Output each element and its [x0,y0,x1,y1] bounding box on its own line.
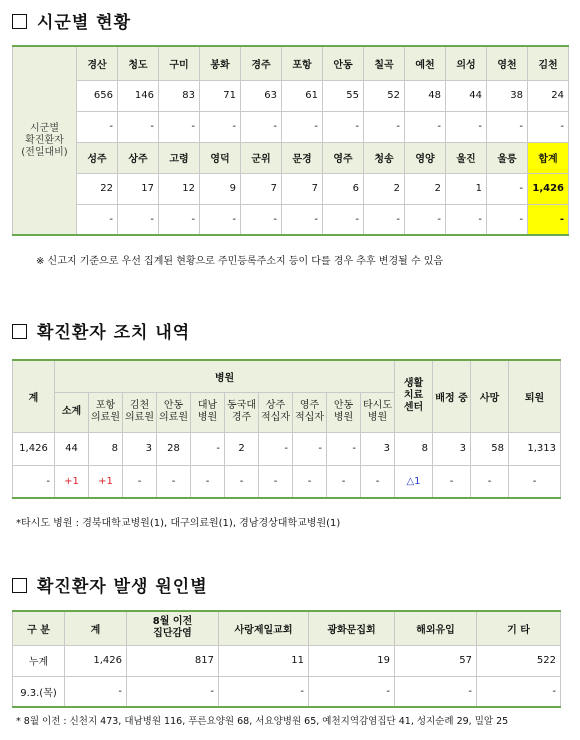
city-count: 38 [487,80,528,111]
treatment-death-header: 사망 [471,360,509,432]
treatment-cell: 2 [225,432,259,465]
treatment-cell: 3 [123,432,157,465]
cause-cell: - [309,676,395,707]
city-count: 71 [200,80,241,111]
cause-cell: 817 [127,645,219,676]
cause-cell: 522 [477,645,561,676]
city-total-label: 합계 [528,142,569,173]
cause-cell: - [127,676,219,707]
city-delta: - [487,204,528,235]
city-count: - [487,173,528,204]
city-count: 24 [528,80,569,111]
treatment-cell: - [13,465,55,498]
cause-header: 계 [65,611,127,645]
city-count: 44 [446,80,487,111]
cause-cell: - [477,676,561,707]
city-name: 고령 [159,142,200,173]
hospital-col-header: 소계 [55,392,89,432]
city-delta: - [364,204,405,235]
treatment-cell: - [191,465,225,498]
section-title-text: 확진환자 조치 내역 [37,323,191,343]
city-count: 146 [118,80,159,111]
city-delta: - [159,204,200,235]
city-name: 포항 [282,46,323,80]
city-name: 성주 [77,142,118,173]
treatment-cell: 1,426 [13,432,55,465]
city-row-label: 시군별 확진환자 (전일대비) [13,46,77,235]
city-name: 상주 [118,142,159,173]
hospital-col-header: 안동 병원 [327,392,361,432]
city-name: 군위 [241,142,282,173]
treatment-cell: 1,313 [509,432,561,465]
city-count: 7 [241,173,282,204]
city-count: 12 [159,173,200,204]
city-delta: - [282,111,323,142]
treatment-cell: - [327,432,361,465]
treatment-hospital-header: 병원 [55,360,395,392]
treatment-cell: 58 [471,432,509,465]
section-title-text: 시군별 현황 [37,13,132,33]
city-count: 7 [282,173,323,204]
treatment-cell: - [259,432,293,465]
cause-cell: 57 [395,645,477,676]
treatment-cell: - [293,432,327,465]
city-delta: - [323,111,364,142]
city-count: 61 [282,80,323,111]
cause-table [12,610,561,708]
city-name: 경산 [77,46,118,80]
city-total-count: 1,426 [528,173,569,204]
treatment-cell: - [327,465,361,498]
city-delta: - [405,111,446,142]
hospital-col-header: 포항 의료원 [89,392,123,432]
square-bullet-icon [12,578,27,593]
cause-row-label: 누계 [13,645,65,676]
city-table [12,45,569,236]
city-delta: - [77,111,118,142]
city-name: 울릉 [487,142,528,173]
treatment-table [12,359,561,499]
city-delta: - [282,204,323,235]
city-name: 구미 [159,46,200,80]
section-title-text: 확진환자 발생 원인별 [37,577,208,597]
city-delta: - [77,204,118,235]
hospital-col-header: 상주 적십자 [259,392,293,432]
city-name: 영양 [405,142,446,173]
cause-cell: - [395,676,477,707]
city-count: 48 [405,80,446,111]
city-name: 의성 [446,46,487,80]
city-count: 83 [159,80,200,111]
city-count: 9 [200,173,241,204]
city-name: 문경 [282,142,323,173]
city-name: 김천 [528,46,569,80]
cause-header: 8월 이전 집단감염 [127,611,219,645]
treatment-cell-decrease: △1 [395,465,433,498]
city-delta: - [241,111,282,142]
city-delta: - [200,204,241,235]
city-delta: - [159,111,200,142]
city-count: 2 [364,173,405,204]
city-count: 656 [77,80,118,111]
cause-note: * 8월 이전 : 신천지 473, 대남병원 116, 푸른요양원 68, 서요양병원 65, 예천지역감염집단 41, 성지순례 29, 밀알 25 [16,716,509,727]
hospital-col-header: 타시도 병원 [361,392,395,432]
city-delta: - [364,111,405,142]
treatment-cell: 3 [361,432,395,465]
treatment-cell-increase: +1 [55,465,89,498]
treatment-cell: - [259,465,293,498]
hospital-col-header: 영주 적십자 [293,392,327,432]
cause-cell: - [219,676,309,707]
city-delta: - [118,111,159,142]
city-count: 63 [241,80,282,111]
treatment-cell: - [157,465,191,498]
city-total-delta: - [528,204,569,235]
treatment-cell-increase: +1 [89,465,123,498]
city-delta: - [446,111,487,142]
cause-cell: 11 [219,645,309,676]
city-name: 영덕 [200,142,241,173]
city-delta: - [200,111,241,142]
square-bullet-icon [12,324,27,339]
city-name: 예천 [405,46,446,80]
treatment-cell: 44 [55,432,89,465]
city-note: ※ 신고지 기준으로 우선 집계된 현황으로 주민등록주소지 등이 다를 경우 추후 변경될 수 있음 [36,256,444,267]
city-delta: - [528,111,569,142]
cause-header: 구 분 [13,611,65,645]
hospital-col-header: 대남 병원 [191,392,225,432]
city-name: 청도 [118,46,159,80]
city-delta: - [446,204,487,235]
city-count: 1 [446,173,487,204]
treatment-cell: - [191,432,225,465]
treatment-cell: 28 [157,432,191,465]
treatment-note: *타시도 병원 : 경북대학교병원(1), 대구의료원(1), 경남경상대학교병원(1) [16,518,341,529]
city-count: 52 [364,80,405,111]
cause-cell: 1,426 [65,645,127,676]
city-delta: - [323,204,364,235]
section-title-treatment [12,318,190,343]
hospital-col-header: 김천 의료원 [123,392,157,432]
treatment-cell: - [361,465,395,498]
treatment-cell: 8 [89,432,123,465]
treatment-waiting-header: 배정 중 [433,360,471,432]
city-name: 영주 [323,142,364,173]
treatment-discharge-header: 퇴원 [509,360,561,432]
treatment-cell: - [471,465,509,498]
treatment-cell: - [225,465,259,498]
cause-row-label: 9.3.(목) [13,676,65,707]
city-count: 55 [323,80,364,111]
treatment-cell: 3 [433,432,471,465]
cause-header: 사랑제일교회 [219,611,309,645]
city-delta: - [487,111,528,142]
city-count: 17 [118,173,159,204]
cause-cell: - [65,676,127,707]
hospital-col-header: 안동 의료원 [157,392,191,432]
city-name: 경주 [241,46,282,80]
square-bullet-icon [12,14,27,29]
city-count: 2 [405,173,446,204]
treatment-total-header: 계 [13,360,55,432]
cause-cell: 19 [309,645,395,676]
treatment-cell: - [433,465,471,498]
city-delta: - [118,204,159,235]
treatment-cell: - [293,465,327,498]
city-name: 안동 [323,46,364,80]
section-title-cause [12,572,208,597]
treatment-cell: 8 [395,432,433,465]
city-name: 영천 [487,46,528,80]
treatment-center-header: 생활 치료 센터 [395,360,433,432]
city-name: 청송 [364,142,405,173]
cause-header: 기 타 [477,611,561,645]
city-count: 6 [323,173,364,204]
city-name: 칠곡 [364,46,405,80]
city-name: 봉화 [200,46,241,80]
city-delta: - [405,204,446,235]
city-delta: - [241,204,282,235]
treatment-cell: - [509,465,561,498]
cause-header: 광화문집회 [309,611,395,645]
section-title-city [12,8,131,33]
city-count: 22 [77,173,118,204]
treatment-cell: - [123,465,157,498]
hospital-col-header: 동국대 경주 [225,392,259,432]
cause-header: 해외유입 [395,611,477,645]
city-name: 울진 [446,142,487,173]
